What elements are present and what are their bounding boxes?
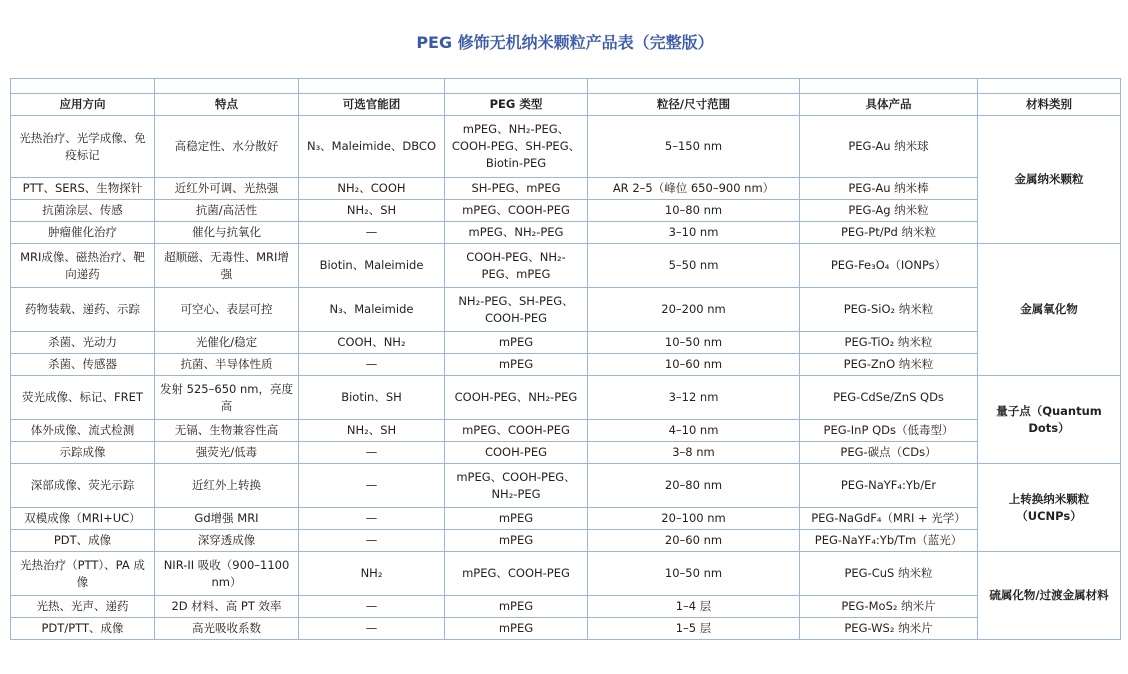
title-band xyxy=(10,0,1120,78)
cell-size-range: 3–12 nm xyxy=(588,376,800,420)
header-application: 应用方向 xyxy=(11,94,155,116)
blank-row xyxy=(11,79,1121,94)
table-row xyxy=(11,354,1121,376)
cell-product: PEG-Pt/Pd 纳米粒 xyxy=(800,222,978,244)
cell-product: PEG-碳点（CDs） xyxy=(800,442,978,464)
cell-peg-type: mPEG xyxy=(445,618,588,640)
cell-features: 强荧光/低毒 xyxy=(155,442,299,464)
table-row xyxy=(11,596,1121,618)
cell-functional-groups: NH₂、COOH xyxy=(299,178,445,200)
cell-application: 双模成像（MRI+UC） xyxy=(11,508,155,530)
cell-size-range: 10–60 nm xyxy=(588,354,800,376)
cell-functional-groups: N₃、Maleimide、DBCO xyxy=(299,116,445,178)
cell-functional-groups: COOH、NH₂ xyxy=(299,332,445,354)
cell-functional-groups: NH₂ xyxy=(299,552,445,596)
cell-features: 高稳定性、水分散好 xyxy=(155,116,299,178)
cell-category: 硫属化物/过渡金属材料 xyxy=(978,552,1121,640)
cell-application: 深部成像、荧光示踪 xyxy=(11,464,155,508)
cell-application: 光热治疗、光学成像、免疫标记 xyxy=(11,116,155,178)
cell-size-range: 20–80 nm xyxy=(588,464,800,508)
table-row xyxy=(11,222,1121,244)
cell-functional-groups: — xyxy=(299,354,445,376)
cell-size-range: 1–5 层 xyxy=(588,618,800,640)
cell-size-range: 10–50 nm xyxy=(588,332,800,354)
cell-product: PEG-MoS₂ 纳米片 xyxy=(800,596,978,618)
blank-cell xyxy=(155,79,299,94)
cell-product: PEG-CuS 纳米粒 xyxy=(800,552,978,596)
table-row xyxy=(11,288,1121,332)
cell-features: 抗菌/高活性 xyxy=(155,200,299,222)
cell-features: 高光吸收系数 xyxy=(155,618,299,640)
header-features: 特点 xyxy=(155,94,299,116)
cell-features: 2D 材料、高 PT 效率 xyxy=(155,596,299,618)
cell-application: 杀菌、传感器 xyxy=(11,354,155,376)
cell-peg-type: mPEG xyxy=(445,332,588,354)
cell-functional-groups: N₃、Maleimide xyxy=(299,288,445,332)
cell-peg-type: mPEG、NH₂-PEG、COOH-PEG、SH-PEG、Biotin-PEG xyxy=(445,116,588,178)
cell-functional-groups: — xyxy=(299,222,445,244)
cell-peg-type: mPEG、COOH-PEG xyxy=(445,552,588,596)
cell-product: PEG-Ag 纳米粒 xyxy=(800,200,978,222)
cell-application: 光热治疗（PTT）、PA 成像 xyxy=(11,552,155,596)
page-title: PEG 修饰无机纳米颗粒产品表（完整版） xyxy=(416,33,714,52)
table-row xyxy=(11,508,1121,530)
cell-product: PEG-NaYF₄:Yb/Tm（蓝光） xyxy=(800,530,978,552)
cell-peg-type: mPEG、NH₂-PEG xyxy=(445,222,588,244)
cell-functional-groups: — xyxy=(299,596,445,618)
cell-functional-groups: — xyxy=(299,464,445,508)
cell-peg-type: mPEG xyxy=(445,354,588,376)
cell-size-range: 10–50 nm xyxy=(588,552,800,596)
table-row xyxy=(11,376,1121,420)
cell-peg-type: mPEG、COOH-PEG、NH₂-PEG xyxy=(445,464,588,508)
cell-size-range: 20–100 nm xyxy=(588,508,800,530)
header-functional-groups: 可选官能团 xyxy=(299,94,445,116)
cell-application: PDT/PTT、成像 xyxy=(11,618,155,640)
cell-category: 金属氧化物 xyxy=(978,244,1121,376)
cell-application: 肿瘤催化治疗 xyxy=(11,222,155,244)
cell-product: PEG-InP QDs（低毒型） xyxy=(800,420,978,442)
cell-functional-groups: NH₂、SH xyxy=(299,420,445,442)
cell-functional-groups: — xyxy=(299,618,445,640)
cell-size-range: 20–200 nm xyxy=(588,288,800,332)
cell-functional-groups: — xyxy=(299,508,445,530)
cell-features: 深穿透成像 xyxy=(155,530,299,552)
cell-size-range: 3–10 nm xyxy=(588,222,800,244)
cell-product: PEG-Fe₃O₄（IONPs） xyxy=(800,244,978,288)
product-table xyxy=(10,78,1121,640)
cell-size-range: AR 2–5（峰位 650–900 nm） xyxy=(588,178,800,200)
cell-features: 发射 525–650 nm，亮度高 xyxy=(155,376,299,420)
cell-features: 无镉、生物兼容性高 xyxy=(155,420,299,442)
header-row xyxy=(11,94,1121,116)
cell-features: Gd增强 MRI xyxy=(155,508,299,530)
cell-size-range: 3–8 nm xyxy=(588,442,800,464)
cell-product: PEG-WS₂ 纳米片 xyxy=(800,618,978,640)
cell-features: NIR-II 吸收（900–1100 nm） xyxy=(155,552,299,596)
blank-cell xyxy=(299,79,445,94)
blank-cell xyxy=(800,79,978,94)
table-row xyxy=(11,116,1121,178)
table-row xyxy=(11,244,1121,288)
table-row xyxy=(11,552,1121,596)
cell-peg-type: mPEG、COOH-PEG xyxy=(445,420,588,442)
blank-cell xyxy=(445,79,588,94)
cell-functional-groups: — xyxy=(299,442,445,464)
cell-features: 可空心、表层可控 xyxy=(155,288,299,332)
cell-application: 体外成像、流式检测 xyxy=(11,420,155,442)
header-product: 具体产品 xyxy=(800,94,978,116)
cell-category: 上转换纳米颗粒（UCNPs） xyxy=(978,464,1121,552)
cell-size-range: 4–10 nm xyxy=(588,420,800,442)
cell-features: 抗菌、半导体性质 xyxy=(155,354,299,376)
cell-features: 超顺磁、无毒性、MRI增强 xyxy=(155,244,299,288)
header-size-range: 粒径/尺寸范围 xyxy=(588,94,800,116)
cell-application: 光热、光声、递药 xyxy=(11,596,155,618)
cell-features: 近红外上转换 xyxy=(155,464,299,508)
table-row xyxy=(11,420,1121,442)
cell-functional-groups: — xyxy=(299,530,445,552)
blank-cell xyxy=(588,79,800,94)
cell-peg-type: mPEG xyxy=(445,530,588,552)
cell-product: PEG-NaGdF₄（MRI + 光学） xyxy=(800,508,978,530)
blank-cell xyxy=(11,79,155,94)
cell-functional-groups: NH₂、SH xyxy=(299,200,445,222)
table-row xyxy=(11,200,1121,222)
cell-product: PEG-Au 纳米棒 xyxy=(800,178,978,200)
cell-application: 示踪成像 xyxy=(11,442,155,464)
cell-application: PTT、SERS、生物探针 xyxy=(11,178,155,200)
table-row xyxy=(11,332,1121,354)
cell-application: 药物装载、递药、示踪 xyxy=(11,288,155,332)
cell-peg-type: COOH-PEG、NH₂-PEG、mPEG xyxy=(445,244,588,288)
header-peg-type: PEG 类型 xyxy=(445,94,588,116)
table-row xyxy=(11,530,1121,552)
cell-features: 催化与抗氧化 xyxy=(155,222,299,244)
cell-size-range: 1–4 层 xyxy=(588,596,800,618)
cell-category: 金属纳米颗粒 xyxy=(978,116,1121,244)
cell-features: 光催化/稳定 xyxy=(155,332,299,354)
cell-peg-type: COOH-PEG、NH₂-PEG xyxy=(445,376,588,420)
cell-functional-groups: Biotin、SH xyxy=(299,376,445,420)
cell-functional-groups: Biotin、Maleimide xyxy=(299,244,445,288)
cell-product: PEG-CdSe/ZnS QDs xyxy=(800,376,978,420)
cell-product: PEG-TiO₂ 纳米粒 xyxy=(800,332,978,354)
cell-product: PEG-NaYF₄:Yb/Er xyxy=(800,464,978,508)
cell-application: PDT、成像 xyxy=(11,530,155,552)
table-row xyxy=(11,442,1121,464)
cell-size-range: 10–80 nm xyxy=(588,200,800,222)
cell-peg-type: mPEG、COOH-PEG xyxy=(445,200,588,222)
cell-product: PEG-Au 纳米球 xyxy=(800,116,978,178)
cell-product: PEG-SiO₂ 纳米粒 xyxy=(800,288,978,332)
cell-size-range: 20–60 nm xyxy=(588,530,800,552)
table-row xyxy=(11,618,1121,640)
cell-category: 量子点（Quantum Dots） xyxy=(978,376,1121,464)
cell-application: 杀菌、光动力 xyxy=(11,332,155,354)
cell-peg-type: SH-PEG、mPEG xyxy=(445,178,588,200)
cell-size-range: 5–50 nm xyxy=(588,244,800,288)
cell-size-range: 5–150 nm xyxy=(588,116,800,178)
cell-product: PEG-ZnO 纳米粒 xyxy=(800,354,978,376)
blank-cell xyxy=(978,79,1121,94)
cell-peg-type: NH₂-PEG、SH-PEG、COOH-PEG xyxy=(445,288,588,332)
cell-application: 荧光成像、标记、FRET xyxy=(11,376,155,420)
cell-application: 抗菌涂层、传感 xyxy=(11,200,155,222)
cell-peg-type: mPEG xyxy=(445,596,588,618)
cell-peg-type: COOH-PEG xyxy=(445,442,588,464)
table-row xyxy=(11,178,1121,200)
cell-application: MRI成像、磁热治疗、靶向递药 xyxy=(11,244,155,288)
header-category: 材料类别 xyxy=(978,94,1121,116)
cell-features: 近红外可调、光热强 xyxy=(155,178,299,200)
table-row xyxy=(11,464,1121,508)
cell-peg-type: mPEG xyxy=(445,508,588,530)
